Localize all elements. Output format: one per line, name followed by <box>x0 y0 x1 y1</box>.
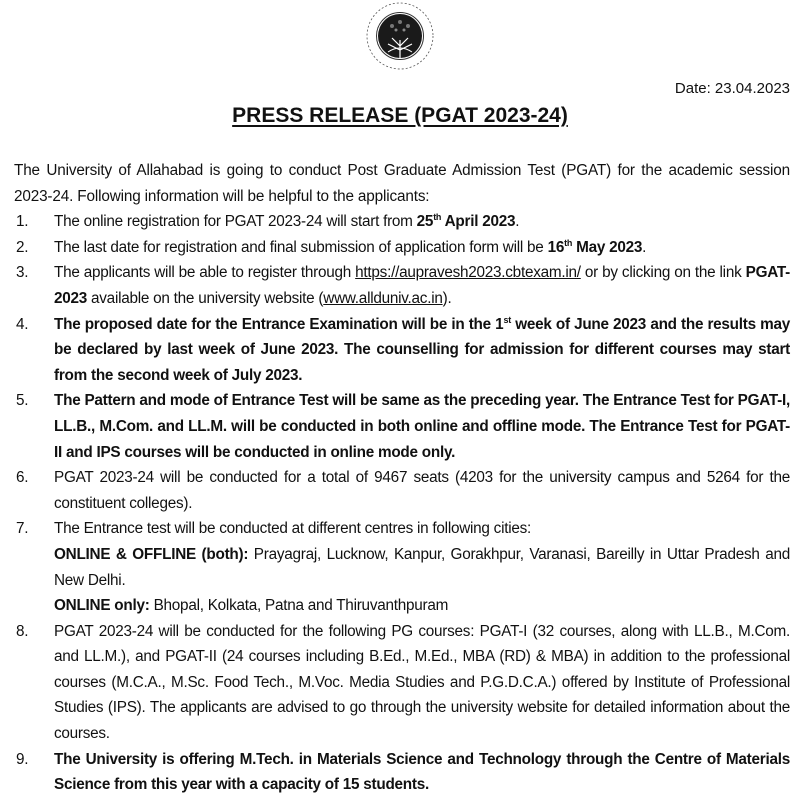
release-date: Date: 23.04.2023 <box>674 80 790 97</box>
item-number: 2. <box>16 238 29 256</box>
intro-paragraph: The University of Allahabad is going to conduct Post Graduate Admission Test (PGAT) for the academic session 2023-24. Following information will be helpful to the applicants: <box>14 162 790 205</box>
item-number: 1. <box>16 213 29 231</box>
item-number: 9. <box>16 750 29 768</box>
list-item: 3. The applicants will be able to register through https://aupravesh2023.cbtexam.in/ or by clicking on the link PGAT- 2023 available on the university website (www.allduniv.ac.in). <box>14 260 790 311</box>
list-item: 9. The University is offering M.Tech. in Materials Science and Technology through the Centre of Materials Science from this year with a capacity of 15 students. <box>14 747 790 798</box>
item-number: 3. <box>16 264 29 282</box>
item-number: 4. <box>16 315 29 333</box>
pgat-link-label: PGAT- 2023 <box>54 264 790 307</box>
list-item: 8. PGAT 2023-24 will be conducted for the following PG courses: PGAT-I (32 courses, along with LL.B., M.Com. and LL.M.), and PGAT-II (24 courses including B.Ed., M.Ed., MBA (RD) & MBA) in addition to the professional courses (M.C.A., M.Sc. Food Tech., M.Voc. Media Studies and P.G.D.C.A.) offered by Institute of Professional Studies (IPS). The applicants are advised to go through the university website for detailed information about the courses. <box>14 619 790 747</box>
list-item: 2. The last date for registration and final submission of application form will be 16th May 2023. <box>14 235 790 261</box>
list-item: 7. The Entrance test will be conducted at different centres in following cities: ONLINE & OFFLINE (both): Prayagraj, Lucknow, Kanpur, Gorakhpur, Varanasi, Bareilly in Uttar Pradesh and New Delhi. ONLINE only: Bhopal, Kolkata, Patna and Thiruvanthpuram <box>14 516 790 618</box>
information-list <box>14 209 790 798</box>
item-number: 8. <box>16 622 29 640</box>
online-offline-cities: ONLINE & OFFLINE (both): Prayagraj, Lucknow, Kanpur, Gorakhpur, Varanasi, Bareilly in Uttar Pradesh and New Delhi. <box>54 545 790 589</box>
list-item: 6. PGAT 2023-24 will be conducted for a total of 9467 seats (4203 for the university campus and 5264 for the constituent colleges). <box>14 465 790 516</box>
online-only-cities: ONLINE only: Bhopal, Kolkata, Patna and Thiruvanthpuram <box>54 597 449 615</box>
list-item: 5. The Pattern and mode of Entrance Test will be same as the preceding year. The Entrance Test for PGAT-I, LL.B., M.Com. and LL.M. will be conducted in both online and offline mode. The Entrance Test for PGAT-II and IPS courses will be conducted in online mode only. <box>14 388 790 465</box>
item-number: 7. <box>16 520 29 538</box>
page-title: PRESS RELEASE (PGAT 2023-24) <box>232 104 568 127</box>
press-release-body <box>14 158 790 798</box>
university-website-link[interactable]: www.allduniv.ac.in <box>323 289 443 307</box>
university-seal-logo <box>358 0 442 72</box>
list-item: 1. The online registration for PGAT 2023-24 will start from 25th April 2023. <box>14 209 790 235</box>
list-item: 4. The proposed date for the Entrance Examination will be in the 1st week of June 2023 and the results may be declared by last week of June 2023. The counselling for admission for different courses may start from the second week of July 2023. <box>14 312 790 389</box>
item-number: 5. <box>16 392 29 410</box>
item-number: 6. <box>16 469 29 487</box>
registration-link[interactable]: https://aupravesh2023.cbtexam.in/ <box>355 264 581 282</box>
